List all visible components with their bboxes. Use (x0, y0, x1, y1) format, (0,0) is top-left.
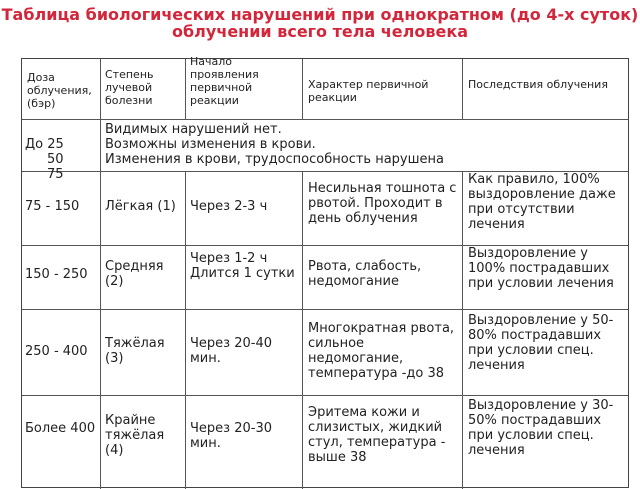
row0-description: Видимых нарушений нет. Возможны изменения в крови. Изменения в крови, трудоспособность нарушена (105, 122, 444, 167)
row1-onset: Через 2-3 ч (190, 199, 268, 214)
row0-dose-line: До 25 (25, 137, 64, 152)
col-divider-4 (462, 171, 463, 489)
row0-dose-line: 50 (47, 152, 64, 167)
row2-onset: Через 1-2 ч Длится 1 сутки (190, 251, 295, 281)
row4-consequences: Выздоровление у 30-50% пострадавших при условии спец. лечения (468, 398, 614, 458)
row0-dose-values (25, 137, 97, 182)
row3-nature: Многократная рвота, сильное недомогание, температура -до 38 (308, 321, 455, 381)
header-degree: Степень лучевой болезни (105, 68, 154, 107)
header-dose: Доза облучения, (бэр) (27, 71, 92, 110)
row4-dose: Более 400 (25, 421, 96, 436)
row3-degree: Тяжёлая (3) (105, 336, 165, 366)
row-divider-2 (22, 309, 628, 310)
row0-dose-line: 75 (47, 167, 64, 182)
header-onset: Начало проявления первичной реакции (190, 55, 259, 107)
row-divider-3 (22, 395, 628, 396)
row3-dose: 250 - 400 (25, 344, 88, 359)
row1-nature: Несильная тошнота с рвотой. Проходит в день облучения (308, 181, 457, 226)
header-nature: Характер первичной реакции (308, 78, 429, 104)
title-line-1: Таблица биологических нарушений при однократном (до 4-х суток) (1, 5, 639, 24)
col-divider-3 (302, 171, 303, 489)
radiation-effects-table (21, 55, 629, 488)
row1-degree: Лёгкая (1) (105, 199, 176, 214)
row1-consequences: Как правило, 100% выздоровление даже при отсутствии лечения (468, 172, 616, 232)
row2-nature: Рвота, слабость, недомогание (308, 259, 422, 289)
col-divider-2 (185, 171, 186, 489)
row1-dose: 75 - 150 (25, 199, 80, 214)
row3-consequences: Выздоровление у 50-80% пострадавших при условии спец. лечения (468, 313, 614, 373)
row0-dose (25, 122, 97, 197)
title-line-2: облучении всего тела человека (172, 22, 468, 41)
header-consequences: Последствия облучения (468, 78, 608, 91)
row2-degree: Средняя (2) (105, 259, 164, 289)
row4-onset: Через 20-30 мин. (190, 421, 272, 451)
row3-onset: Через 20-40 мин. (190, 336, 272, 366)
row4-degree: Крайне тяжёлая (4) (105, 413, 165, 458)
row2-dose: 150 - 250 (25, 267, 88, 282)
col-divider-3-header (302, 59, 303, 119)
col-divider-1 (100, 59, 101, 489)
col-divider-4-header (462, 59, 463, 119)
row-divider-header (22, 119, 628, 120)
page-title (0, 5, 640, 41)
row4-nature: Эритема кожи и слизистых, жидкий стул, температура - выше 38 (308, 405, 446, 465)
col-divider-2-header (185, 59, 186, 119)
row2-consequences: Выздоровление у 100% пострадавших при условии лечения (468, 246, 614, 291)
